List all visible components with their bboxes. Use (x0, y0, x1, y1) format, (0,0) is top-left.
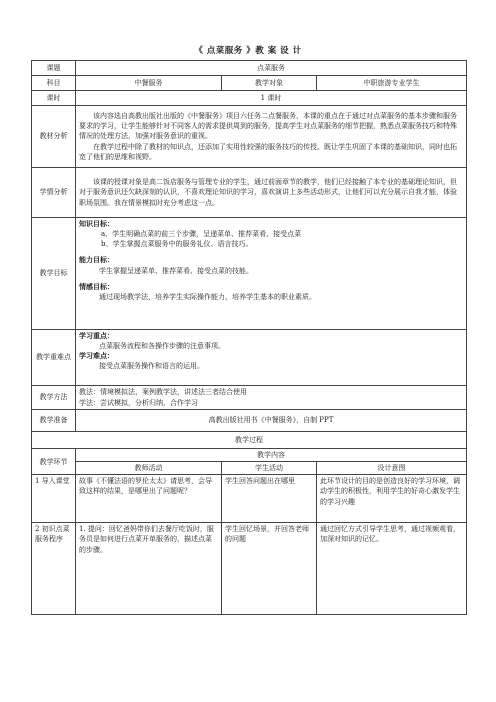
step2-design: 通过回忆方式引导学生思考，通过视频观看，加深对知识的记忆。 (317, 523, 467, 615)
content-column-header: 教学内容 (76, 449, 467, 462)
prep-label: 教学准备 (32, 410, 76, 432)
methods-row (32, 386, 467, 410)
goals-content (76, 218, 467, 330)
step1-student: 学生回答问题出在哪里 (222, 475, 317, 523)
knowledge-goal-b: b、学生掌握点菜服务中的服务礼仪、语言技巧。 (101, 240, 253, 249)
step2-student: 学生回忆场景，并回答老师的问题 (222, 523, 317, 615)
goals-row (32, 218, 467, 330)
material-paragraph-2: 在教学过程中除了教材的知识点，还添加了实用性较强的服务技巧的传授。既让学生巩固了本课的基础知识，同时也拓宽了他们的思维和视野。 (79, 142, 457, 161)
material-content (76, 106, 467, 168)
audience-value: 中职旅游专业学生 (317, 76, 467, 91)
key-point-title: 学习重点： (79, 331, 114, 340)
lesson-plan-table (31, 60, 467, 615)
emotion-goal: 通过现场教学法，培养学生实际操作能力，培养学生基本的职业素质。 (99, 292, 316, 301)
process-header-row (32, 432, 467, 449)
hard-point-title: 学习难点： (79, 351, 114, 361)
knowledge-goal-a: a、学生明确点菜的前三个步骤，呈递菜单、推荐菜肴、接受点菜 (101, 230, 302, 239)
subject-label: 科目 (32, 76, 76, 91)
material-label: 教材分析 (32, 106, 76, 168)
audience-label: 教学对象 (222, 76, 317, 91)
students-paragraph: 该课的授课对象是高二饭店服务与管理专业的学生，通过前面章节的教学，他们已经接触了本专业的基础理论知识，但对于服务意识还欠缺深刻的认识，不喜欢理论知识的学习，喜欢演讲上多些活动形式，让他们可以充分展示自我才能，体验职场氛围。我在情景模拟时充分考虑这一点。 (79, 178, 457, 207)
students-row (32, 168, 467, 218)
teaching-method: 教法：情境模拟法、案例教学法，讲述法三者结合使用 (79, 388, 247, 397)
step2-label: 2 初识点菜服务程序 (32, 523, 76, 615)
document-title: 《 点菜服务 》教 案 设 计 (194, 46, 302, 56)
keypoints-content (76, 330, 467, 386)
step1-teacher: 故事《不懂法语的罗伦太太》请思考，会导致这样的结果，是哪里出了问题呢？ (76, 475, 222, 523)
goals-label: 教学目标 (32, 218, 76, 330)
material-paragraph-1: 该内容选自高教出版社出版的《中餐服务》项目六任务二点餐服务，本课的重点在于通过对点菜服务的基本步骤和服务要求的学习，让学生能够针对不同客人的需求提供周到的服务，提高学生对点菜服务的细节把握，熟悉点菜服务技巧和特殊情况的处理方法，加强对服务意识的重视。 (79, 112, 457, 141)
students-label: 学情分析 (32, 168, 76, 218)
emotion-goal-title: 情感目标： (79, 281, 114, 291)
prep-value: 高教出版社用书《中餐服务》，自制 PPT (76, 410, 467, 432)
methods-content (76, 386, 467, 410)
step1-design: 此环节设计的目的是创造良好的学习环境，调动学生的积极性，利用学生的好奇心激发学生的学习兴趣 (317, 475, 467, 523)
keypoints-label: 教学重难点 (32, 330, 76, 386)
teacher-activity-header: 教师活动 (76, 462, 222, 475)
process-head-row-2 (32, 462, 467, 475)
step1-label: 1 导入课堂 (32, 475, 76, 523)
topic-value: 点菜服务 (76, 61, 467, 76)
topic-row (32, 61, 467, 76)
meta-row (32, 76, 467, 91)
prep-row (32, 410, 467, 432)
topic-label: 课题 (32, 61, 76, 76)
student-activity-header: 学生活动 (222, 462, 317, 475)
step-column-header: 教学环节 (32, 449, 76, 475)
step2-teacher: 1. 提问：回忆爸妈带你们去餐厅吃饭时，服务员是如何进行点菜开单服务的，描述点菜的步骤。 (76, 523, 222, 615)
process-head-row-1 (32, 449, 467, 462)
hours-row (32, 91, 467, 106)
hours-value: 1 课时 (76, 91, 467, 106)
keypoints-row (32, 330, 467, 386)
material-row (32, 106, 467, 168)
ability-goal-title: 能力目标： (79, 255, 114, 265)
methods-label: 教学方法 (32, 386, 76, 410)
knowledge-goal-title: 知识目标： (79, 219, 114, 228)
process-header: 教学过程 (32, 432, 467, 449)
students-content (76, 168, 467, 218)
hard-point: 接受点菜服务操作和语言的运用。 (99, 362, 204, 371)
step2-row (32, 523, 467, 615)
design-intent-header: 设计意图 (317, 462, 467, 475)
step1-row (32, 475, 467, 523)
key-point: 点菜服务流程和各操作步骤的注意事项。 (99, 342, 225, 351)
subject-value: 中餐服务 (76, 76, 222, 91)
learning-method: 学法：尝试模拟，分析归纳，合作学习 (79, 398, 198, 407)
hours-label: 课时 (32, 91, 76, 106)
ability-goal: 学生掌握呈递菜单、推荐菜肴、接受点菜的技能。 (99, 266, 253, 275)
